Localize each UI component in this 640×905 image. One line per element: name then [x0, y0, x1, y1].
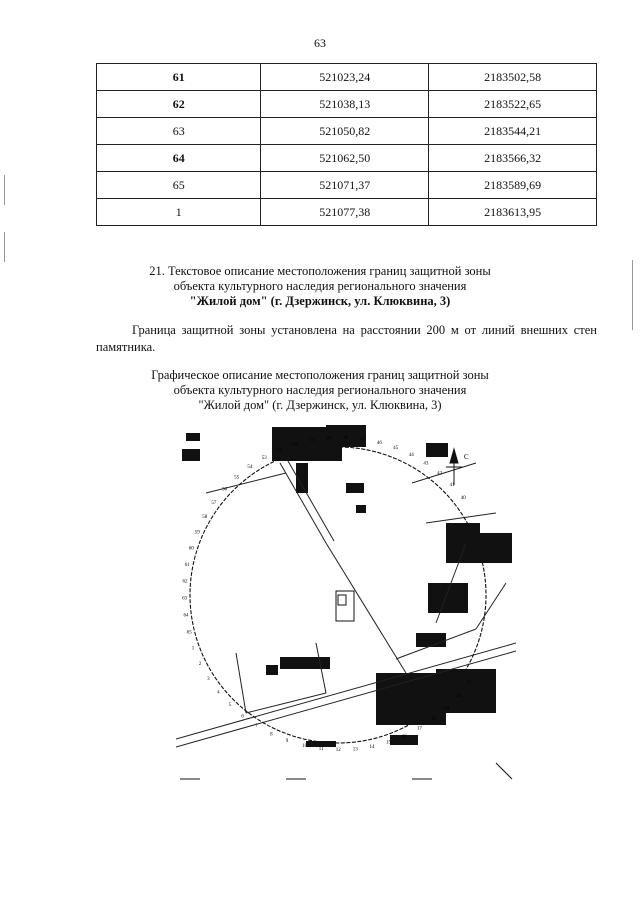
boundary-point-label: 61: [184, 562, 190, 568]
boundary-point-label: 54: [247, 465, 253, 470]
protection-zone-paragraph: Граница защитной зоны установлена на расстоянии 200 м от линий внешних стен памятника.: [96, 323, 597, 354]
x-coordinate-cell: 521023,24: [261, 64, 429, 91]
boundary-point-label: 13: [352, 747, 358, 753]
x-coordinate-cell: 521071,37: [261, 172, 429, 199]
boundary-point-label: 57: [211, 500, 217, 506]
boundary-point-label: 48: [343, 436, 349, 442]
page-number: 63: [314, 36, 326, 50]
coordinates-table: [96, 63, 597, 226]
point-number-cell: 61: [97, 64, 261, 91]
boundary-point-label: 4: [217, 690, 220, 696]
boundary-point-label: 41: [449, 483, 455, 488]
boundary-point-label: 59: [194, 530, 200, 536]
boundary-point-label: 10: [302, 743, 308, 749]
boundary-point-label: 3: [207, 676, 210, 682]
boundary-point-label: 44: [408, 452, 414, 458]
y-coordinate-cell: 2183544,21: [429, 118, 597, 145]
boundary-point-label: 15: [386, 740, 391, 746]
boundary-point-label: 8: [270, 732, 273, 738]
y-coordinate-cell: 2183522,65: [429, 91, 597, 118]
boundary-point-label: 63: [182, 596, 188, 602]
section-21-heading: [0, 264, 640, 309]
y-coordinate-cell: 2183589,69: [429, 172, 597, 199]
table-row: [97, 91, 597, 118]
section-21-line-2: объекта культурного наследия регионального значения: [173, 279, 467, 293]
boundary-point-label: 56: [222, 487, 228, 493]
section-21-line-3: "Жилой дом" (г. Дзержинск, ул. Клюквина, 3): [189, 294, 451, 308]
point-number-cell: 62: [97, 91, 261, 118]
boundary-point-label: 17: [416, 726, 422, 732]
boundary-point-label: 55: [234, 475, 240, 481]
compass-letter: С: [464, 453, 469, 461]
x-coordinate-cell: 521062,50: [261, 145, 429, 172]
boundary-point-label: 52: [277, 448, 282, 454]
point-number-cell: 1: [97, 199, 261, 226]
boundary-point-label: 16: [401, 734, 407, 740]
boundary-point-label: 58: [202, 515, 208, 521]
boundary-point-label: 40: [460, 495, 466, 501]
boundary-point-label: 11: [318, 746, 324, 752]
boundary-point-label: 42: [437, 471, 443, 477]
scan-mark-left-2: [4, 232, 5, 262]
boundary-point-label: 47: [360, 437, 366, 443]
table-row: [97, 145, 597, 172]
boundary-point-label: 9: [285, 739, 289, 744]
protection-zone-map: [176, 423, 516, 785]
x-coordinate-cell: 521077,38: [261, 199, 429, 226]
boundary-point-label: 64: [183, 613, 189, 619]
boundary-point-label: 18: [431, 717, 437, 723]
scan-mark-left-1: [4, 175, 5, 205]
table-row: [97, 199, 597, 226]
graphic-line-1: Графическое описание местоположения границ защитной зоны: [151, 368, 489, 382]
x-coordinate-cell: 521050,82: [261, 118, 429, 145]
graphic-line-3: "Жилой дом" (г. Дзержинск, ул. Клюквина, 3): [198, 398, 442, 412]
y-coordinate-cell: 2183613,95: [429, 199, 597, 226]
point-number-cell: 64: [97, 145, 261, 172]
table-row: [97, 64, 597, 91]
boundary-point-label: 53: [261, 455, 267, 461]
y-coordinate-cell: 2183566,32: [429, 145, 597, 172]
boundary-point-label: 62: [182, 579, 188, 585]
boundary-point-label: 12: [335, 748, 341, 753]
boundary-point-label: 20: [456, 694, 461, 700]
boundary-point-label: 46: [376, 440, 382, 446]
point-number-cell: 65: [97, 172, 261, 199]
boundary-point-label: 5: [228, 703, 232, 709]
boundary-point-label: 50: [309, 438, 315, 444]
boundary-point-label: 60: [188, 546, 194, 552]
boundary-point-label: 6: [241, 714, 244, 720]
boundary-point-label: 49: [326, 436, 332, 442]
point-number-cell: 63: [97, 118, 261, 145]
boundary-point-label: 19: [444, 706, 450, 712]
boundary-point-label: 14: [369, 744, 375, 750]
scan-mark-right: [632, 260, 633, 330]
y-coordinate-cell: 2183502,58: [429, 64, 597, 91]
boundary-point-label: 43: [423, 461, 429, 467]
graphic-description-heading: [0, 368, 640, 413]
table-row: [97, 118, 597, 145]
boundary-point-label: 21: [466, 680, 472, 686]
boundary-point-label: 1: [191, 646, 195, 652]
section-21-line-1: 21. Текстовое описание местоположения границ защитной зоны: [149, 264, 491, 278]
boundary-point-label: 45: [393, 446, 399, 452]
x-coordinate-cell: 521038,13: [261, 91, 429, 118]
table-row: [97, 172, 597, 199]
boundary-point-label: 2: [198, 662, 202, 668]
boundary-point-label: 65: [186, 630, 192, 636]
boundary-point-label: 51: [293, 442, 298, 448]
graphic-line-2: объекта культурного наследия регионального значения: [173, 383, 467, 397]
boundary-point-label: 7: [255, 724, 258, 730]
